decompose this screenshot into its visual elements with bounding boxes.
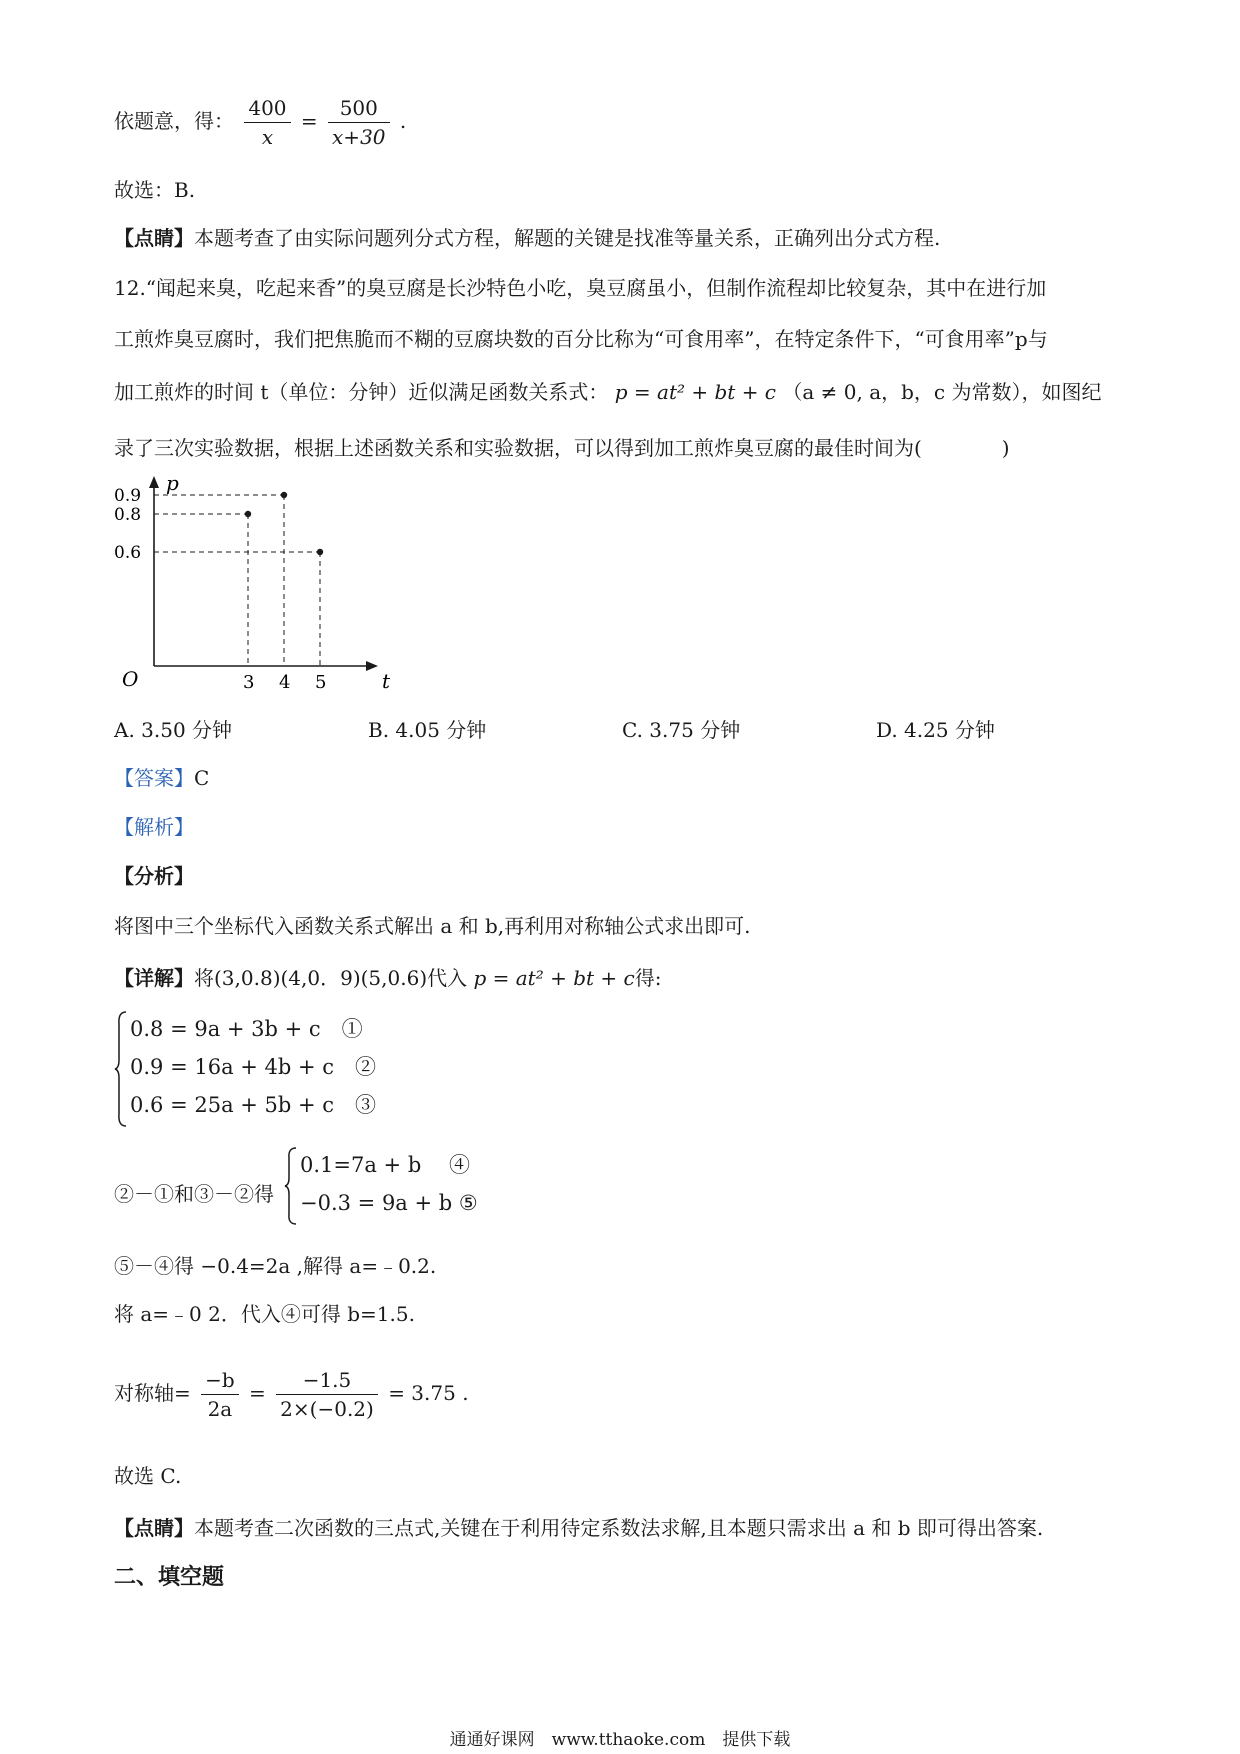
answer-line xyxy=(114,762,209,791)
option-b: B. 4.05 分钟 xyxy=(368,718,487,742)
equation-prefix: 依题意，得： xyxy=(114,109,234,133)
detail-line: 【详解】将(3,0.8)(4,0．9)(5,0.6)代入 p = at² + bt + c得: xyxy=(114,966,662,990)
option-d: D. 4.25 分钟 xyxy=(876,718,995,742)
data-point-1 xyxy=(281,492,287,498)
option-a: A. 3.50 分钟 xyxy=(114,718,233,742)
x-tick-label-2: 5 xyxy=(315,672,327,693)
fenxi-text: 将图中三个坐标代入函数关系式解出 a 和 b,再利用对称轴公式求出即可. xyxy=(114,914,751,938)
detail-tag: 【详解】 xyxy=(114,966,194,990)
equation-1: 0.8 = 9a + 3b + c ① xyxy=(130,1017,363,1041)
equation-line: 依题意，得： $\frac{400}{x}$ = $\frac{500}{x+30}$ . xyxy=(114,96,407,149)
comment-tag: 【点睛】 xyxy=(114,1516,194,1540)
equation-4: 0.1=7a + b ④ xyxy=(300,1153,470,1177)
x-axis-label: t xyxy=(382,669,391,693)
axis-line: 对称轴= $\frac{-b}{2a}$ = $\frac{-1.5}{2\times(-0.2)}$ = 3.75 . xyxy=(114,1368,469,1421)
origin-label: O xyxy=(122,667,139,691)
x-tick-label-0: 3 xyxy=(243,672,255,693)
brace-icon xyxy=(114,1010,128,1128)
option-c: C. 3.75 分钟 xyxy=(622,718,741,742)
fraction-500-x30: $\frac{500}{x+30}$ xyxy=(328,96,390,149)
quadratic-formula: p = at² + bt + c xyxy=(614,380,777,404)
fraction-values: $\frac{-1.5}{2\times(-0.2)}$ xyxy=(276,1368,378,1421)
y-tick-label-1: 0.8 xyxy=(114,505,142,525)
answer-value: C xyxy=(194,766,210,790)
question-12-line-2: 工煎炸臭豆腐时，我们把焦脆而不糊的豆腐块数的百分比称为“可食用率”，在特定条件下，“可食用率”p与 xyxy=(114,327,1048,351)
step-2-prefix: ②－①和③－②得 xyxy=(114,1182,274,1206)
equation-5: −0.3 = 9a + b ⑤ xyxy=(300,1191,478,1215)
step-4: 将 a=﹣0 2．代入④可得 b=1.5. xyxy=(114,1302,415,1326)
fraction-neg-b-2a: $\frac{-b}{2a}$ xyxy=(201,1368,239,1421)
question-12-line-4: 录了三次实验数据，根据上述函数关系和实验数据，可以得到加工煎炸臭豆腐的最佳时间为( ) xyxy=(114,436,1010,460)
data-point-2 xyxy=(317,549,323,555)
experiment-chart xyxy=(114,466,424,708)
comment-line: 【点睛】本题考查了由实际问题列分式方程，解题的关键是找准等量关系，正确列出分式方程. xyxy=(114,226,941,250)
final-comment: 【点睛】本题考查二次函数的三点式,关键在于利用待定系数法求解,且本题只需求出 a 和 b 即可得出答案. xyxy=(114,1516,1044,1540)
conclusion: 故选 C. xyxy=(114,1464,182,1488)
x-tick-label-1: 4 xyxy=(279,672,291,693)
brace-icon xyxy=(284,1146,298,1226)
y-tick-label-2: 0.6 xyxy=(114,543,142,563)
question-12-line-3: 加工煎炸的时间 t（单位：分钟）近似满足函数关系式： p = at² + bt + c （a ≠ 0, a，b，c 为常数），如图纪 xyxy=(114,380,1102,404)
answer-tag: 【答案】 xyxy=(114,766,194,790)
y-tick-label-0: 0.9 xyxy=(114,486,142,506)
step-3: ⑤－④得 −0.4=2a ,解得 a=﹣0.2. xyxy=(114,1254,437,1278)
comment-tag: 【点睛】 xyxy=(114,226,194,250)
question-12-line-1: 12.“闻起来臭，吃起来香”的臭豆腐是长沙特色小吃，臭豆腐虽小，但制作流程却比较复杂，其中在进行加 xyxy=(114,276,1047,300)
y-axis-arrow xyxy=(149,476,159,488)
analysis-tag: 【解析】 xyxy=(114,815,194,839)
footer-text: 通通好课网 www.tthaoke.com 提供下载 xyxy=(449,1730,791,1750)
y-axis-label: p xyxy=(166,471,179,495)
data-point-0 xyxy=(245,511,251,517)
fenxi-tag: 【分析】 xyxy=(114,864,194,888)
equation-2: 0.9 = 16a + 4b + c ② xyxy=(130,1055,377,1079)
fraction-400-x: $\frac{400}{x}$ xyxy=(244,96,290,149)
choice-line: 故选：B. xyxy=(114,178,196,202)
equation-3: 0.6 = 25a + 5b + c ③ xyxy=(130,1093,377,1117)
section-title: 二、填空题 xyxy=(114,1564,225,1590)
x-axis-arrow xyxy=(366,661,378,671)
